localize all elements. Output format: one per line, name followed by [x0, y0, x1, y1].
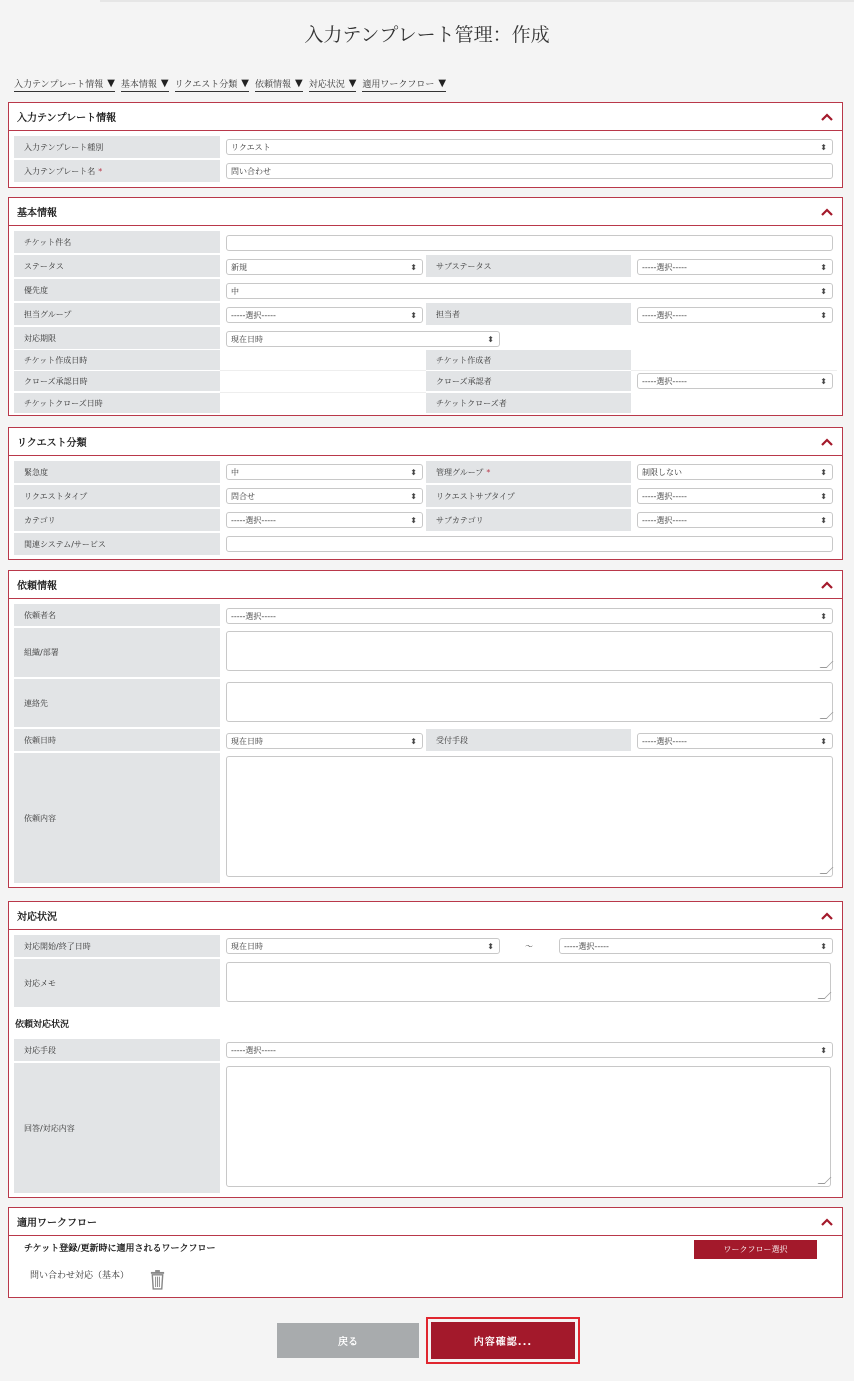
subcategory-label: サブカテゴリ — [426, 509, 631, 531]
contact-textarea[interactable] — [226, 682, 833, 722]
assignee-select[interactable]: -----選択----- ⬍ — [637, 307, 833, 323]
section-title: 基本情報 — [17, 208, 57, 219]
anchor-label: 基本情報 — [120, 80, 157, 90]
chevron-up-icon[interactable] — [820, 110, 834, 124]
request-date-select[interactable]: 現在日時 ⬍ — [226, 733, 423, 749]
memo-textarea[interactable] — [226, 962, 831, 1002]
deadline-select[interactable]: 現在日時 ⬍ — [226, 331, 500, 347]
requester-name-label: 依頼者名 — [14, 604, 220, 626]
deadline-label: 対応期限 — [14, 327, 220, 349]
section-header — [9, 103, 842, 131]
section-header — [9, 428, 842, 456]
close-approval-date-label: クローズ承認日時 — [14, 371, 220, 391]
creator-label: チケット作成者 — [426, 350, 631, 370]
section-header — [9, 571, 842, 599]
group-select[interactable]: -----選択----- ⬍ — [226, 307, 423, 323]
subcategory-select[interactable]: -----選択----- ⬍ — [637, 512, 833, 528]
status-select[interactable]: 新規 ⬍ — [226, 259, 423, 275]
chevron-up-icon[interactable] — [820, 435, 834, 449]
template-name-input[interactable]: 問い合わせ — [226, 163, 833, 179]
section-header — [9, 902, 842, 930]
row-divider — [220, 392, 426, 393]
template-type-select[interactable]: リクエスト ⬍ — [226, 139, 833, 155]
group-label: 担当グループ — [14, 303, 220, 325]
substatus-label: サブステータス — [426, 255, 631, 277]
section-header — [9, 1208, 842, 1236]
section-title: 入力テンプレート情報 — [17, 113, 117, 124]
tilde-separator: ～ — [525, 942, 533, 951]
anchor-label: 対応状況 — [308, 80, 345, 90]
triangle-down-icon: ▼ — [294, 78, 303, 89]
page-title: 入力テンプレート管理：作成 — [304, 24, 550, 46]
request-content-textarea[interactable] — [226, 756, 833, 877]
section-anchor-nav — [14, 77, 446, 92]
section-title: 適用ワークフロー — [17, 1218, 97, 1229]
system-input[interactable] — [226, 536, 833, 552]
trash-icon[interactable] — [149, 1269, 166, 1290]
status-label: ステータス — [14, 255, 220, 277]
anchor-request[interactable] — [175, 77, 249, 92]
anchor-requester[interactable] — [255, 77, 303, 92]
closer-label: チケットクローズ者 — [426, 393, 631, 413]
request-subtype-label: リクエストサブタイプ — [426, 485, 631, 507]
urgency-label: 緊急度 — [14, 461, 220, 483]
closed-at-label: チケットクローズ日時 — [14, 393, 220, 413]
triangle-down-icon: ▼ — [241, 78, 249, 89]
contact-label: 連絡先 — [14, 679, 220, 727]
template-name-label: 入力テンプレート名 * — [14, 160, 220, 182]
end-date-select[interactable]: -----選択----- ⬍ — [559, 938, 833, 954]
row-divider — [631, 370, 837, 371]
subject-input[interactable] — [226, 235, 833, 251]
mgmt-group-label: 管理グループ * — [426, 461, 631, 483]
system-label: 関連システム/サービス — [14, 533, 220, 555]
request-content-label: 依頼内容 — [14, 753, 220, 883]
row-divider — [220, 370, 426, 371]
section-status — [8, 901, 843, 1198]
org-textarea[interactable] — [226, 631, 833, 671]
reception-method-select[interactable]: -----選択----- ⬍ — [637, 733, 833, 749]
request-subtype-select[interactable]: -----選択----- ⬍ — [637, 488, 833, 504]
triangle-down-icon: ▼ — [160, 78, 169, 89]
workflow-select-button[interactable]: ワークフロー選択 — [694, 1240, 817, 1259]
section-title: リクエスト分類 — [17, 438, 87, 449]
workflow-item: 問い合わせ対応（基本） — [30, 1271, 130, 1281]
section-title: 依頼情報 — [17, 581, 57, 592]
chevron-up-icon[interactable] — [820, 909, 834, 923]
created-at-label: チケット作成日時 — [14, 350, 220, 370]
request-type-select[interactable]: 問合せ ⬍ — [226, 488, 423, 504]
answer-textarea[interactable] — [226, 1066, 831, 1187]
anchor-basic[interactable] — [121, 77, 169, 92]
request-type-label: リクエストタイプ — [14, 485, 220, 507]
anchor-template[interactable] — [14, 77, 115, 92]
top-bar — [100, 0, 854, 2]
anchor-label: 適用ワークフロー — [362, 80, 435, 90]
template-type-label: 入力テンプレート種別 — [14, 136, 220, 158]
confirm-button[interactable]: 内容確認... — [431, 1322, 575, 1359]
chevron-up-icon[interactable] — [820, 1215, 834, 1229]
urgency-select[interactable]: 中 ⬍ — [226, 464, 423, 480]
section-template-info — [8, 102, 843, 188]
start-date-select[interactable]: 現在日時 ⬍ — [226, 938, 500, 954]
chevron-up-icon[interactable] — [820, 578, 834, 592]
request-date-label: 依頼日時 — [14, 729, 220, 751]
section-requester-info — [8, 570, 843, 888]
section-request-classification — [8, 427, 843, 560]
substatus-select[interactable]: -----選択----- ⬍ — [637, 259, 833, 275]
period-label: 対応開始/終了日時 — [14, 935, 220, 957]
close-approver-label: クローズ承認者 — [426, 371, 631, 391]
anchor-label: 依頼情報 — [254, 80, 291, 90]
section-basic-info — [8, 197, 843, 416]
triangle-down-icon: ▼ — [348, 78, 357, 89]
category-select[interactable]: -----選択----- ⬍ — [226, 512, 423, 528]
assignee-label: 担当者 — [426, 303, 631, 325]
org-label: 組織/部署 — [14, 628, 220, 677]
reception-method-label: 受付手段 — [426, 729, 631, 751]
anchor-status[interactable] — [309, 77, 357, 92]
workflow-description: チケット登録/更新時に適用されるワークフロー — [24, 1244, 216, 1254]
priority-label: 優先度 — [14, 279, 220, 301]
memo-label: 対応メモ — [14, 959, 220, 1007]
response-method-select[interactable]: -----選択----- ⬍ — [226, 1042, 833, 1058]
response-method-label: 対応手段 — [14, 1039, 220, 1061]
anchor-label: 入力テンプレート情報 — [14, 80, 104, 90]
close-approver-select[interactable]: -----選択----- ⬍ — [637, 373, 833, 389]
mgmt-group-select[interactable]: 制限しない ⬍ — [637, 464, 833, 480]
requester-name-select[interactable]: -----選択----- ⬍ — [226, 608, 833, 624]
section-title: 対応状況 — [17, 912, 57, 923]
priority-select[interactable]: 中 ⬍ — [226, 283, 833, 299]
chevron-up-icon[interactable] — [820, 205, 834, 219]
category-label: カテゴリ — [14, 509, 220, 531]
subject-label: チケット件名 — [14, 231, 220, 253]
back-button[interactable]: 戻る — [277, 1323, 419, 1358]
section-workflow — [8, 1207, 843, 1298]
section-header — [9, 198, 842, 226]
anchor-workflow[interactable] — [362, 77, 446, 92]
answer-label: 回答/対応内容 — [14, 1063, 220, 1193]
subsection-title: 依頼対応状況 — [15, 1020, 70, 1030]
triangle-down-icon: ▼ — [438, 78, 447, 89]
anchor-label: リクエスト分類 — [174, 80, 238, 90]
triangle-down-icon: ▼ — [107, 78, 115, 89]
